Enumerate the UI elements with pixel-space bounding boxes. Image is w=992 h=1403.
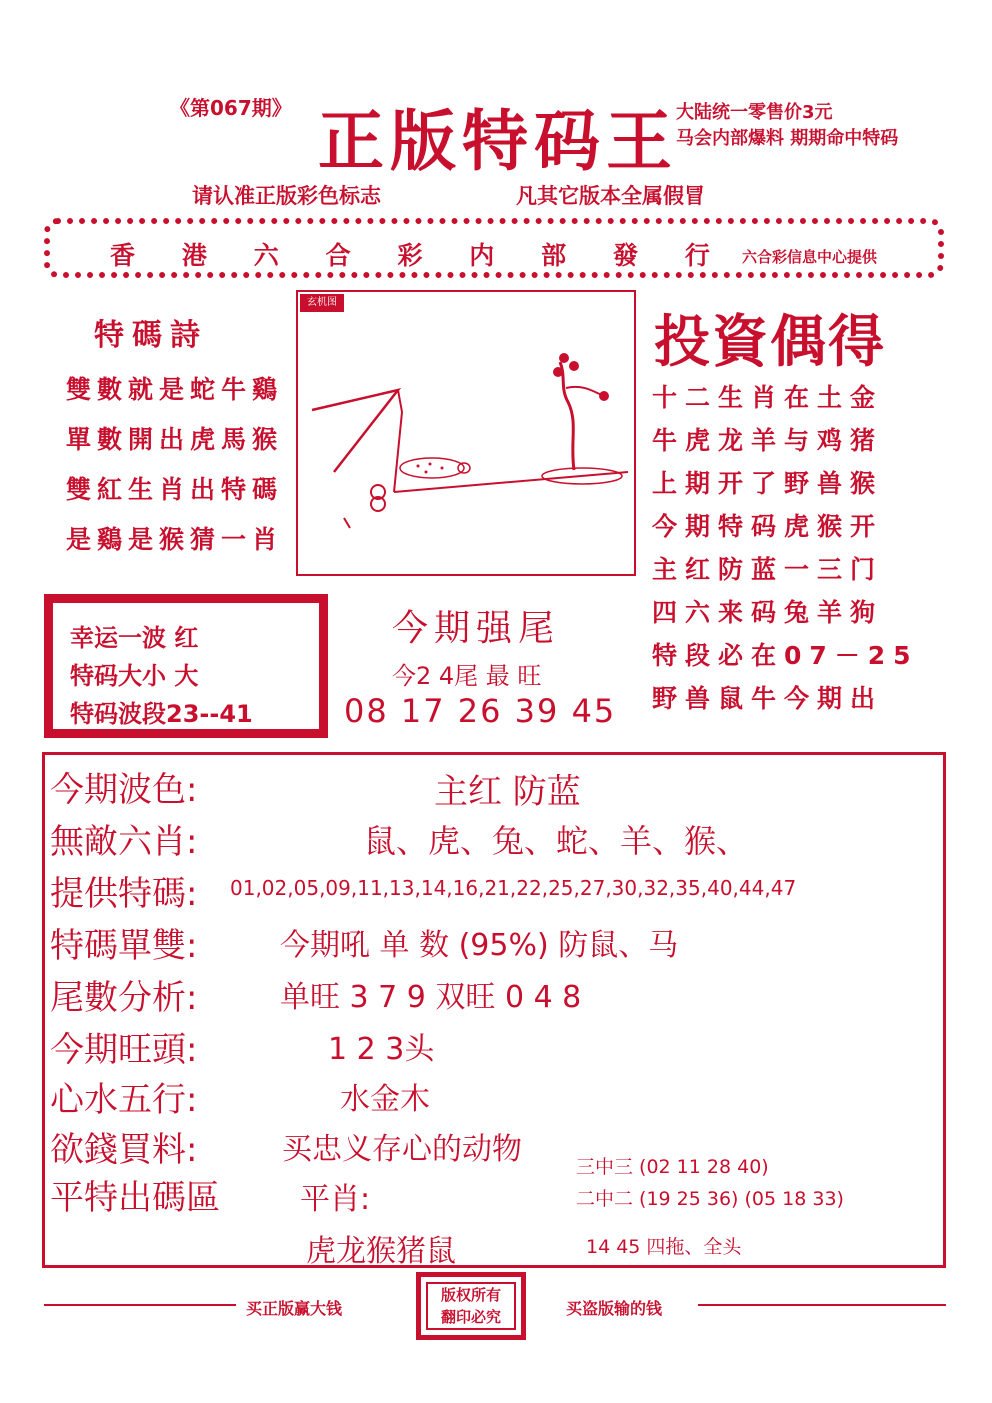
zone-zodiac: 虎龙猴猪鼠 — [306, 1234, 456, 1269]
notice-right: 凡其它版本全属假冒 — [516, 184, 705, 208]
row-label-wuxing: 心水五行: — [50, 1080, 198, 1120]
invest-line: 十二生肖在土金 — [652, 383, 884, 412]
poem-line: 單數開出虎馬猴 — [66, 425, 284, 454]
row-value-oddeven: 今期吼 单 数 (95%) 防鼠、马 — [280, 928, 679, 963]
banner-credit: 六合彩信息中心提供 — [742, 248, 878, 266]
invest-line: 上期开了野兽猴 — [652, 469, 884, 498]
row-label-money: 欲錢買料: — [50, 1130, 198, 1170]
invest-line: 野兽鼠牛今期出 — [652, 684, 884, 713]
strong-tail-title: 今期强尾 — [392, 608, 561, 649]
row-label-special: 提供特碼: — [50, 874, 198, 914]
footer-right-text: 买盗版输的钱 — [566, 1299, 663, 1318]
slogan-text: 马会内部爆料 期期命中特码 — [676, 128, 899, 149]
puzzle-sketch — [298, 292, 634, 574]
puzzle-image-frame — [296, 290, 636, 576]
row-value-six: 鼠、虎、兔、蛇、羊、猴、 — [364, 822, 749, 860]
poem-line: 雙數就是蛇牛鷄 — [66, 375, 284, 404]
row-label-tail: 尾數分析: — [50, 978, 198, 1018]
footer-line-left — [44, 1304, 236, 1306]
poem-line: 雙紅生肖出特碼 — [66, 475, 284, 504]
banner-char: 港 — [181, 241, 207, 270]
row-value-head: 1 2 3头 — [328, 1032, 435, 1067]
row-label-oddeven: 特碼單雙: — [50, 926, 198, 966]
notice-left: 请认准正版彩色标志 — [192, 184, 381, 208]
banner-text — [110, 236, 710, 272]
luck-line: 特码波段23--41 — [70, 700, 253, 728]
copyright-line-1: 版权所有 — [440, 1286, 501, 1304]
row-value-zone: 平肖: — [300, 1182, 371, 1217]
row-label-head: 今期旺頭: — [50, 1030, 198, 1070]
banner-char: 彩 — [397, 241, 423, 270]
invest-line: 今期特码虎猴开 — [652, 512, 884, 541]
copyright-text — [426, 1282, 516, 1330]
banner-char: 發 — [613, 241, 639, 270]
row-value-special: 01,02,05,09,11,13,14,16,21,22,25,27,30,32,35,40,44,47 — [230, 876, 797, 900]
poem-line: 是鷄是猴猜一肖 — [66, 525, 284, 554]
row-value-wave: 主红 防蓝 — [434, 772, 581, 812]
page-title: 正版特码王 — [318, 102, 678, 180]
invest-line: 四六来码兔羊狗 — [652, 598, 884, 627]
banner-char: 六 — [253, 241, 279, 270]
invest-line: 特段必在07－25 — [652, 641, 919, 670]
banner-char: 香 — [110, 241, 136, 270]
strong-tail-sub: 今2 4尾 最 旺 — [392, 662, 542, 690]
invest-line: 牛虎龙羊与鸡猪 — [652, 426, 884, 455]
banner-char: 行 — [684, 241, 710, 270]
poem-title: 特碼詩 — [94, 318, 208, 353]
san-zhong-san: 三中三 (02 11 28 40) — [576, 1156, 769, 1178]
copyright-line-2: 翻印必究 — [440, 1308, 501, 1326]
luck-line: 特码大小 大 — [70, 662, 199, 690]
invest-title: 投資偶得 — [654, 309, 886, 375]
luck-line: 幸运一波 红 — [70, 624, 199, 652]
price-text: 大陆统一零售价3元 — [676, 102, 833, 123]
footer-line-right — [698, 1304, 946, 1306]
er-zhong-er: 二中二 (19 25 36) (05 18 33) — [576, 1188, 844, 1210]
row-label-six: 無敵六肖: — [50, 822, 198, 862]
row-label-wave: 今期波色: — [50, 770, 198, 810]
banner-char: 内 — [469, 241, 495, 270]
banner-char: 部 — [541, 241, 567, 270]
row-value-wuxing: 水金木 — [340, 1082, 430, 1117]
footer-left-text: 买正版赢大钱 — [246, 1299, 343, 1318]
row-value-money: 买忠义存心的动物 — [282, 1132, 522, 1167]
issue-number: 《第067期》 — [170, 96, 292, 120]
banner-char: 合 — [325, 241, 351, 270]
extra-numbers: 14 45 四拖、全头 — [586, 1236, 742, 1258]
row-label-zone: 平特出碼區 — [50, 1178, 220, 1218]
invest-line: 主红防蓝一三门 — [652, 555, 884, 584]
row-value-tail: 单旺 3 7 9 双旺 0 4 8 — [280, 980, 582, 1015]
image-stamp: 玄机图 — [300, 294, 344, 312]
strong-tail-numbers: 08 17 26 39 45 — [344, 692, 617, 730]
